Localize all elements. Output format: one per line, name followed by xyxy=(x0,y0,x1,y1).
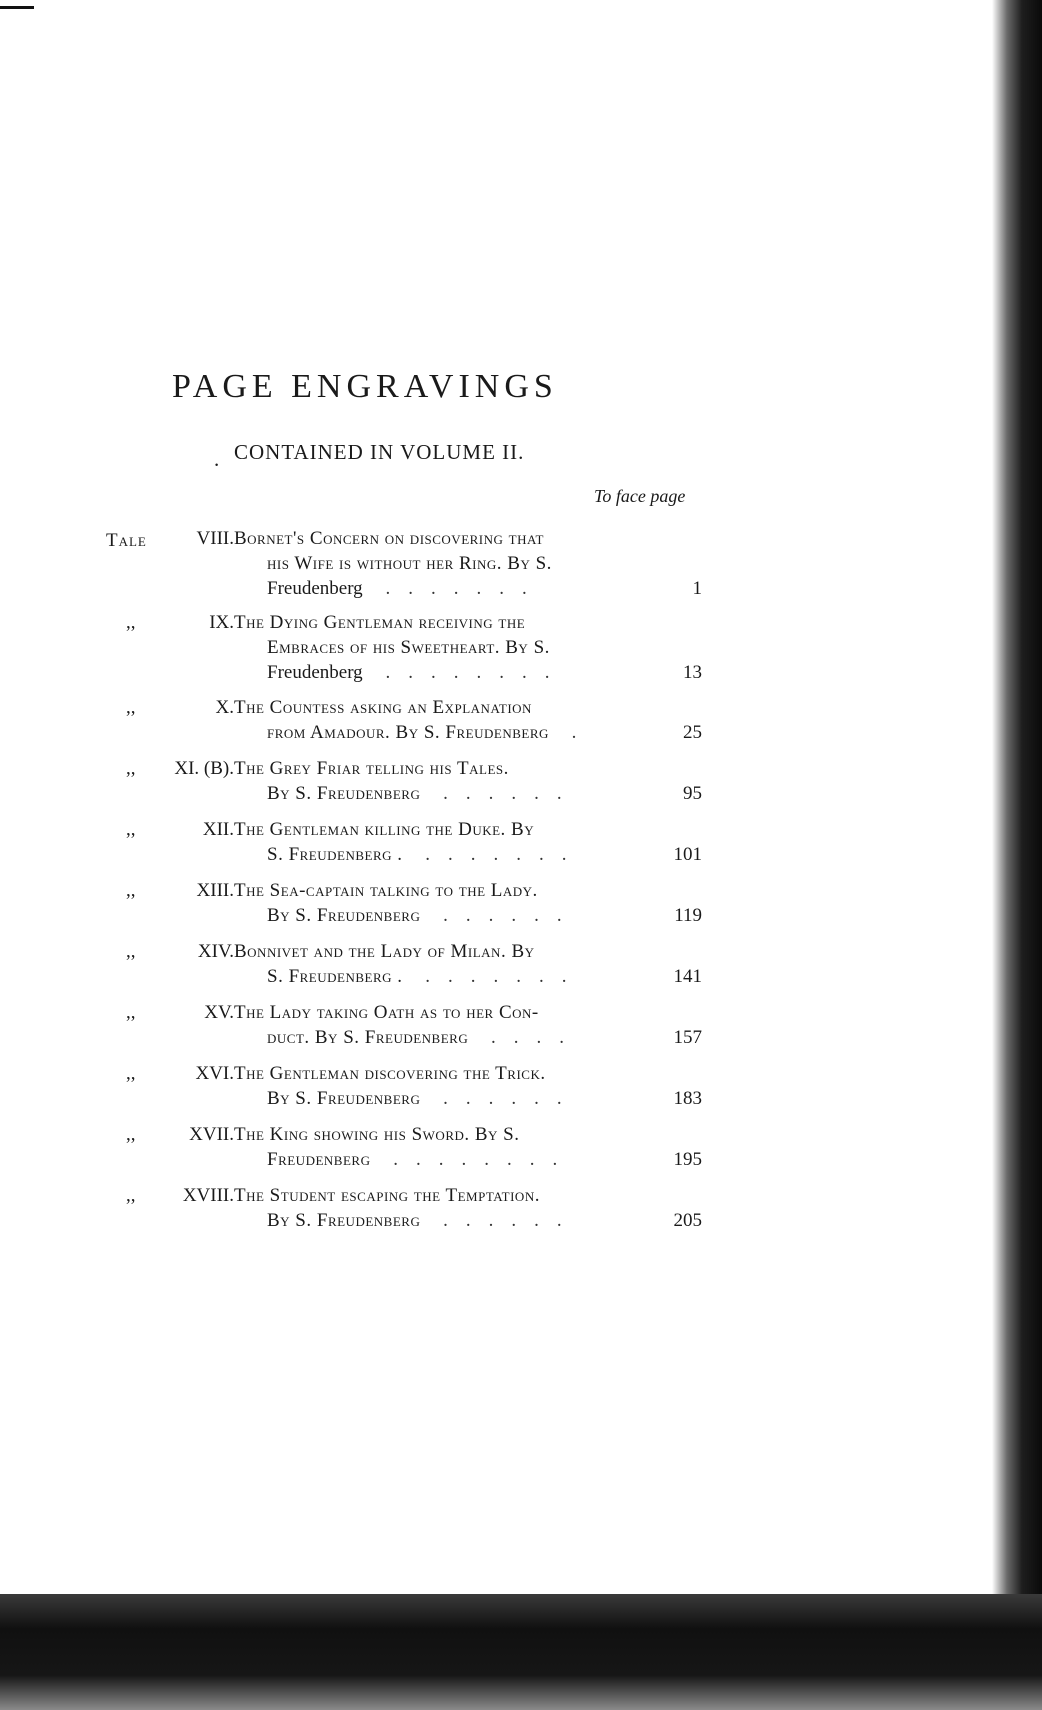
tale-number: XV. xyxy=(204,1002,234,1023)
tale-number: IX. xyxy=(209,612,234,633)
ditto-mark: ,, xyxy=(126,612,136,633)
engraving-title-line-2: By S. Freudenberg xyxy=(267,1088,421,1109)
engraving-title-line-2: from Amadour. By S. Freudenberg xyxy=(267,722,549,743)
tale-label: Tale xyxy=(106,530,147,551)
ditto-mark: ,, xyxy=(126,697,136,718)
tale-number: XII. xyxy=(202,819,234,840)
engraving-entry xyxy=(100,612,710,683)
engraving-entry xyxy=(100,880,710,940)
engraving-entry xyxy=(100,1002,710,1062)
ditto-mark: ,, xyxy=(126,1185,136,1206)
leader-dots: ...... xyxy=(420,783,580,804)
page-number: 141 xyxy=(673,966,702,987)
page-number: 95 xyxy=(683,783,702,804)
ditto-mark: ,, xyxy=(126,819,136,840)
engraving-title-line-1: The Dying Gentleman receiving the xyxy=(234,612,526,633)
engraving-entry xyxy=(100,1185,710,1245)
engraving-entry xyxy=(100,758,710,818)
engraving-title-line-2: S. Freudenberg . xyxy=(267,844,403,865)
ditto-mark: ,, xyxy=(126,880,136,901)
leader-dots: ........ xyxy=(362,662,568,683)
page-number: 1 xyxy=(692,578,702,599)
column-header-to-face-page: To face page xyxy=(594,486,686,506)
tale-number: XI. (B). xyxy=(174,758,234,779)
leader-dots: .... xyxy=(468,1027,582,1048)
engraving-title-line-1: The Gentleman discovering the Trick. xyxy=(234,1063,546,1084)
engraving-title-line-2: By S. Freudenberg xyxy=(267,905,421,926)
scan-mark xyxy=(0,6,34,9)
engraving-entry xyxy=(100,697,710,757)
tale-number: XVI. xyxy=(195,1063,234,1084)
engraving-title-line-1: The Lady taking Oath as to her Con- xyxy=(234,1002,539,1023)
leader-dots: ....... xyxy=(402,966,585,987)
engraving-title-line-2: duct. By S. Freudenberg xyxy=(267,1027,469,1048)
leader-dots: ....... xyxy=(362,578,545,599)
page-number: 183 xyxy=(673,1088,702,1109)
tale-number: VIII. xyxy=(196,528,234,549)
engraving-title-line-1: The Grey Friar telling his Tales. xyxy=(234,758,509,779)
leader-dots: ...... xyxy=(420,1088,580,1109)
page-number: 13 xyxy=(683,662,702,683)
engraving-title-line-1: The Countess asking an Explanation xyxy=(234,697,532,718)
tale-number: XVIII. xyxy=(182,1185,234,1206)
scan-edge-right xyxy=(992,0,1042,1710)
engraving-title-line-2: his Wife is without her Ring. By S. xyxy=(267,553,552,574)
engraving-entry xyxy=(100,1124,710,1184)
ditto-mark: ,, xyxy=(126,758,136,779)
leader-dots: ...... xyxy=(420,905,580,926)
leader-dots: ...... xyxy=(420,1210,580,1231)
ditto-mark: ,, xyxy=(126,1002,136,1023)
engraving-title-line-3: Freudenberg xyxy=(267,578,363,599)
engraving-title-line-1: The Student escaping the Temptation. xyxy=(234,1185,540,1206)
tale-number: XIV. xyxy=(197,941,234,962)
engraving-title-line-2: Freudenberg xyxy=(267,1149,371,1170)
page-number: 195 xyxy=(673,1149,702,1170)
ditto-mark: ,, xyxy=(126,1063,136,1084)
engraving-title-line-1: Bornet's Concern on discovering that xyxy=(234,528,544,549)
page-number: 25 xyxy=(683,722,702,743)
engraving-entry xyxy=(100,528,710,599)
page-title: PAGE ENGRAVINGS xyxy=(172,368,558,405)
page-number: 119 xyxy=(674,905,702,926)
engraving-entry xyxy=(100,1063,710,1123)
ditto-mark: ,, xyxy=(126,941,136,962)
engraving-title-line-2: By S. Freudenberg xyxy=(267,1210,421,1231)
engraving-title-line-2: S. Freudenberg . xyxy=(267,966,403,987)
engraving-title-line-3: Freudenberg xyxy=(267,662,363,683)
page-number: 101 xyxy=(673,844,702,865)
engraving-title-line-2: Embraces of his Sweetheart. By S. xyxy=(267,637,550,658)
engraving-title-line-1: The Sea-captain talking to the Lady. xyxy=(234,880,538,901)
tale-number: XIII. xyxy=(196,880,234,901)
page-number: 157 xyxy=(673,1027,702,1048)
tale-number: XVII. xyxy=(189,1124,234,1145)
scan-edge-bottom xyxy=(0,1594,1042,1710)
leader-dots: . xyxy=(548,722,595,743)
engraving-title-line-1: The King showing his Sword. By S. xyxy=(234,1124,520,1145)
engraving-title-line-1: Bonnivet and the Lady of Milan. By xyxy=(234,941,535,962)
engraving-title-line-1: The Gentleman killing the Duke. By xyxy=(234,819,535,840)
page-number: 205 xyxy=(673,1210,702,1231)
engraving-entry xyxy=(100,941,710,1001)
tale-number: X. xyxy=(215,697,234,718)
engraving-entry xyxy=(100,819,710,879)
leader-dots: ....... xyxy=(402,844,585,865)
subheading: CONTAINED IN VOLUME II. xyxy=(234,440,525,464)
leader-dots: ........ xyxy=(370,1149,576,1170)
ditto-mark: ,, xyxy=(126,1124,136,1145)
engraving-title-line-2: By S. Freudenberg xyxy=(267,783,421,804)
subheading-bullet: . xyxy=(214,447,220,471)
